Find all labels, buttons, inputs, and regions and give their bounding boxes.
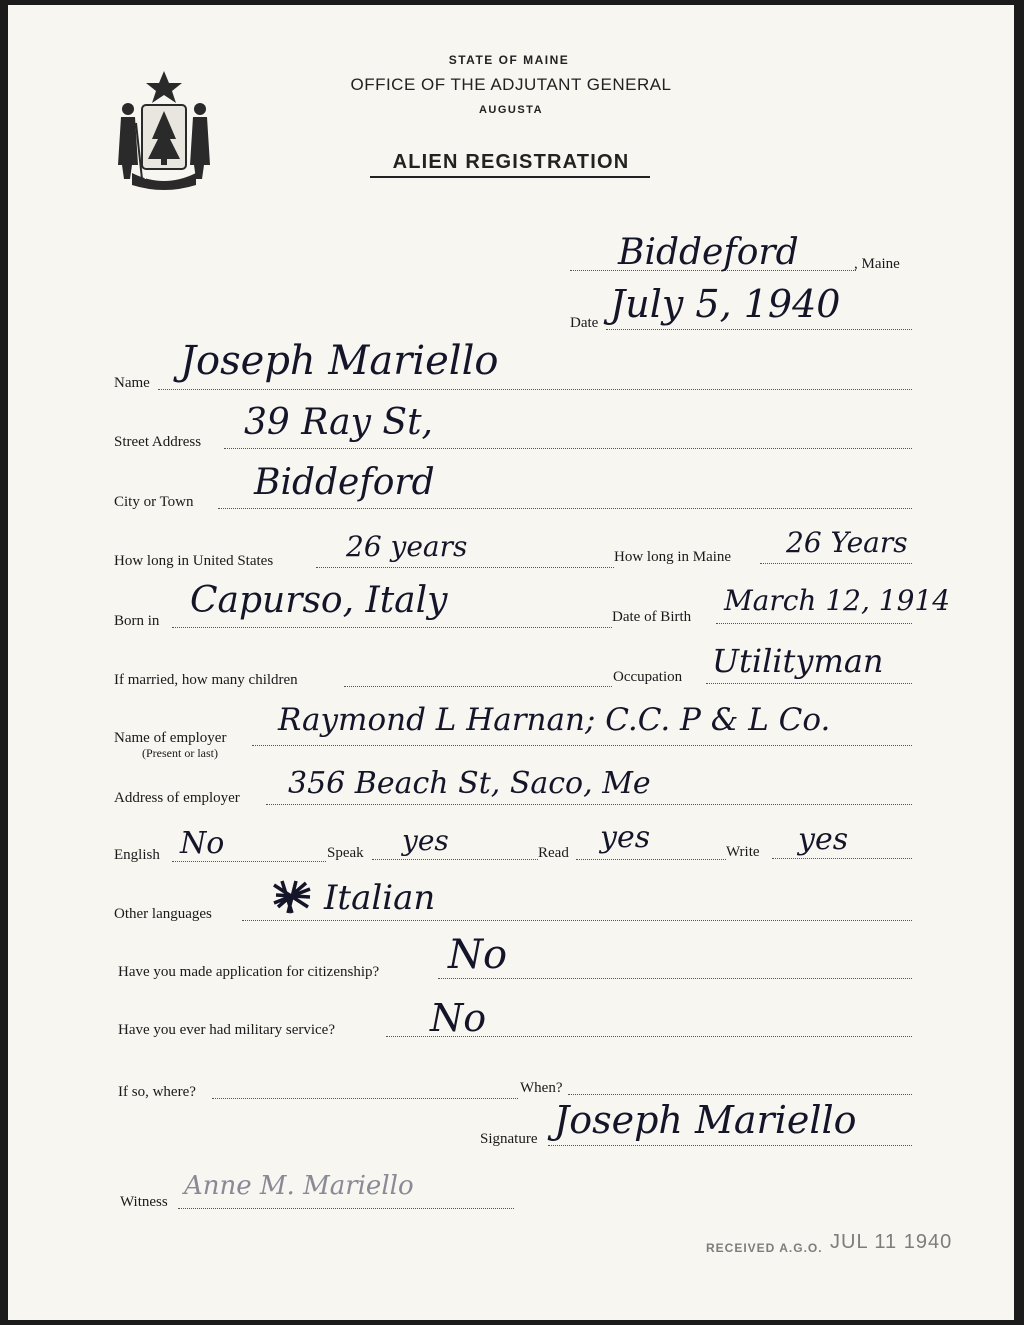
how-long-us-line <box>316 567 614 568</box>
how-long-maine-label: How long in Maine <box>614 549 732 565</box>
how-long-us-entry: 26 years <box>346 530 468 563</box>
citizenship-label: Have you made application for citizenship? <box>118 964 380 980</box>
speak-label: Speak <box>327 845 364 861</box>
signature-line <box>548 1145 912 1146</box>
other-languages-entry: Italian <box>324 878 436 918</box>
write-entry: yes <box>798 822 849 857</box>
born-in-line <box>172 627 612 628</box>
how-long-maine-line <box>760 563 912 564</box>
header-city: AUGUSTA <box>478 104 544 116</box>
street-label: Street Address <box>114 434 202 450</box>
write-line <box>772 858 912 859</box>
english-line <box>172 861 326 862</box>
employer-address-line <box>266 804 912 805</box>
name-label: Name <box>114 375 150 391</box>
children-label: If married, how many children <box>114 672 298 688</box>
signature-label: Signature <box>480 1131 538 1147</box>
occupation-entry: Utilityman <box>712 642 884 680</box>
speak-entry: yes <box>402 824 449 857</box>
received-stamp-label: RECEIVED A.G.O. <box>706 1241 823 1255</box>
employer-address-entry: 356 Beach St, Saco, Me <box>288 766 651 801</box>
title-underline <box>370 176 650 178</box>
witness-label: Witness <box>120 1194 168 1210</box>
maine-label: , Maine <box>854 256 900 272</box>
header-office: OFFICE OF THE ADJUTANT GENERAL <box>350 75 672 94</box>
employer-address-label: Address of employer <box>114 790 240 806</box>
employer-note: (Present or last) <box>142 746 218 760</box>
born-in-label: Born in <box>114 613 160 629</box>
town-entry: Biddeford <box>618 232 799 273</box>
other-languages-label: Other languages <box>114 906 212 922</box>
employer-name-entry: Raymond L Harnan; C.C. P & L Co. <box>278 702 831 738</box>
city-label: City or Town <box>114 494 194 510</box>
born-in-entry: Capurso, Italy <box>190 580 448 621</box>
how-long-us-label: How long in United States <box>114 553 274 569</box>
read-line <box>576 859 726 860</box>
received-stamp-date: JUL 11 1940 <box>830 1231 953 1253</box>
english-label: English <box>114 847 160 863</box>
employer-name-label: Name of employer <box>114 730 227 746</box>
date-label: Date <box>570 315 599 331</box>
street-line <box>224 448 912 449</box>
read-label: Read <box>538 845 569 861</box>
english-entry: No <box>180 826 225 861</box>
dob-label: Date of Birth <box>612 609 692 625</box>
form-title: ALIEN REGISTRATION <box>392 151 630 173</box>
city-entry: Biddeford <box>254 462 435 503</box>
date-entry: July 5, 1940 <box>610 282 841 326</box>
employer-name-line <box>252 745 912 746</box>
children-line <box>344 686 612 687</box>
dob-entry: March 12, 1914 <box>724 584 951 617</box>
how-long-maine-entry: 26 Years <box>786 526 908 559</box>
seal-banner-text: MAINE <box>144 171 182 182</box>
where-label: If so, where? <box>118 1084 196 1100</box>
header-state: STATE OF MAINE <box>448 53 570 67</box>
street-entry: 39 Ray St, <box>244 402 433 443</box>
write-label: Write <box>726 844 760 860</box>
where-line <box>212 1098 518 1099</box>
scribble-mark <box>270 877 314 917</box>
citizenship-entry: No <box>448 932 508 978</box>
speak-line <box>372 859 538 860</box>
date-line <box>606 329 912 330</box>
name-line <box>158 389 912 390</box>
citizenship-line <box>438 978 912 979</box>
occupation-line <box>706 683 912 684</box>
read-entry: yes <box>600 820 651 855</box>
occupation-label: Occupation <box>613 669 683 685</box>
witness-line <box>178 1208 514 1209</box>
other-languages-line <box>242 920 912 921</box>
name-entry: Joseph Mariello <box>180 338 499 384</box>
military-label: Have you ever had military service? <box>118 1022 335 1038</box>
signature-entry: Joseph Mariello <box>554 1098 857 1142</box>
witness-entry: Anne M. Mariello <box>184 1171 414 1201</box>
when-label: When? <box>520 1080 563 1096</box>
registration-form <box>8 5 1014 1320</box>
dob-line <box>716 623 912 624</box>
military-entry: No <box>430 996 487 1040</box>
city-line <box>218 508 912 509</box>
when-line <box>568 1094 912 1095</box>
